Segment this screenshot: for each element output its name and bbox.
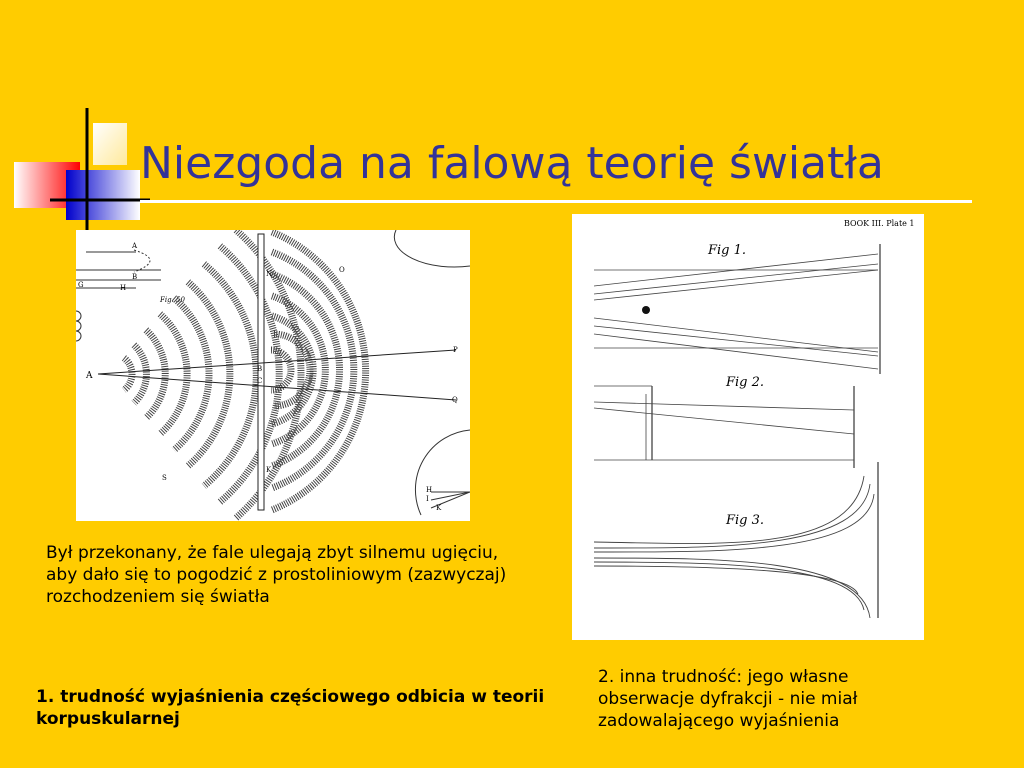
label-P: P xyxy=(453,346,458,354)
label-I: I xyxy=(426,495,429,503)
label-B-top: B xyxy=(132,273,138,281)
label-S: S xyxy=(162,474,167,482)
label-A: A xyxy=(132,242,138,250)
difficulty-1: 1. trudność wyjaśnienia częściowego odbicia w teorii korpuskularnej xyxy=(36,687,545,729)
label-C: C xyxy=(257,377,263,385)
fig3-label: Fig 3. xyxy=(726,513,765,528)
slide-title: Niezgoda na falową teorię światła xyxy=(140,138,884,189)
label-B: B xyxy=(257,365,263,373)
label-Q: Q xyxy=(452,396,458,404)
main-paragraph: Był przekonany, że fale ulegają zbyt silnemu ugięciu, aby dało się to pogodzić z prostoliniowym (zazwyczaj) rozchodzeniem się światła xyxy=(46,543,507,607)
label-H: H xyxy=(120,284,127,292)
newton-plate-figure xyxy=(572,214,924,640)
label-A-source: A xyxy=(86,371,93,381)
label-K: K xyxy=(266,466,272,474)
label-K-right: K xyxy=(436,504,442,512)
label-N: N xyxy=(266,270,273,278)
label-G: G xyxy=(78,281,84,289)
wave-diffraction-figure xyxy=(76,230,470,521)
plate-header: BOOK III. Plate 1 xyxy=(844,219,915,228)
label-H-right: H xyxy=(426,486,433,494)
title-underline xyxy=(140,200,972,203)
label-O: O xyxy=(339,266,345,274)
figure-number: Fig. 50 xyxy=(160,296,185,304)
difficulty-2: 2. inna trudność: jego własne obserwacje dyfrakcji - nie miał zadowalającego wyjaśnienia xyxy=(598,667,858,731)
decorative-motif xyxy=(0,100,150,230)
fig1-label: Fig 1. xyxy=(708,243,747,258)
fig2-label: Fig 2. xyxy=(726,375,765,390)
